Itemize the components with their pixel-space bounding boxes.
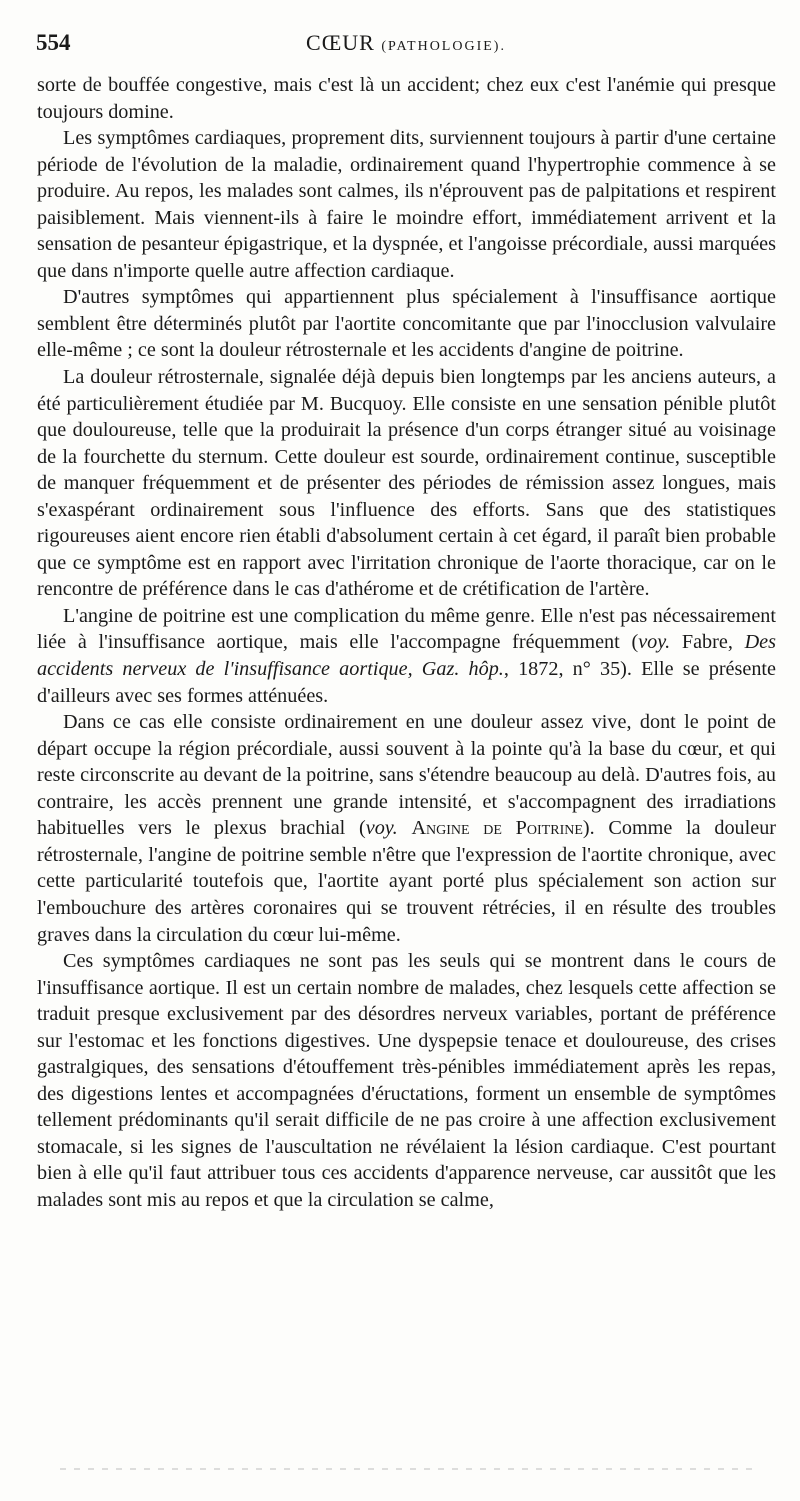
paragraph-text: La douleur rétrosternale, signalée déjà depuis bien longtemps par les anciens auteurs, a été particulièrement étudiée par M. Bucquoy. Elle consiste en une sensation pénible plutôt que douloureuse, telle que la produirait la présence d'un corps étranger situé au voisinage de la fourchette du sternum. Cette douleur est sourde, ordinairement continue, susceptible de manquer fréquemment et de présenter des périodes de rémission assez longues, mais s'exaspérant ordinairement sous l'influence des efforts. Sans que des statistiques rigoureuses aient encore rien établi d'absolument certain à cet égard, il paraît bien probable que ce symptôme est en rapport avec l'irritation chronique de l'aorte thoracique, car on le rencontre de préférence dans le cas d'athérome et de crétification de l'artère. [37, 366, 776, 601]
paragraph-text: Ces symptômes cardiaques ne sont pas les seuls qui se montrent dans le cours de l'insuffisance aortique. Il est un certain nombre de malades, chez lesquels cette affection se traduit presque exclusivement par des désordres nerveux variables, portant de préférence sur l'estomac et les fonctions digestives. Une dyspepsie tenace et douloureuse, des crises gastralgiques, des sensations d'étouffement très-pénibles immédiatement après les repas, des digestions lentes et accompagnées d'éructations, forment un ensemble de symptômes tellement prédominants qu'il serait difficile de ne pas croire à une affection exclusivement stomacale, si les signes de l'auscultation ne révélaient la lésion cardiaque. C'est pourtant bien à elle qu'il faut attribuer tous ces accidents d'apparence nerveuse, car aussitôt que les malades sont mis au repos et que la circulation se calme, [37, 950, 776, 1211]
paragraph [37, 72, 776, 125]
page-number: 554 [36, 30, 71, 55]
italic-text: voy. [638, 631, 671, 654]
paragraph-text: Dans ce cas elle consiste ordinairement en une douleur assez vive, dont le point de départ occupe la région précordiale, aussi souvent à la pointe qu'à la base du cœur, et qui reste circonscrite au devant de la poitrine, sans s'étendre beaucoup au delà. D'autres fois, au contraire, les accès prennent une grande intensité, et s'accompagnent des irradiations habituelles vers le plexus brachial ( [37, 711, 776, 840]
paragraph [37, 284, 776, 364]
paragraph [37, 709, 776, 948]
paragraph [37, 364, 776, 603]
paragraph [37, 125, 776, 284]
paragraph [37, 948, 776, 1213]
paragraph [37, 603, 776, 709]
paragraph-text: , 1872, n° 35). Elle se présente d'ailleurs avec ses formes atténuées. [37, 658, 776, 707]
page-header [36, 30, 776, 64]
paragraph-text: Les symptômes cardiaques, proprement dits, surviennent toujours à partir d'une certaine période de l'évolution de la maladie, ordinairement quand l'hypertrophie commence à se produire. Au repos, les malades sont calmes, ils n'éprouvent pas de palpitations et respirent paisiblement. Mais viennent-ils à faire le moindre effort, immédiatement arrivent et la sensation de pesanteur épigastrique, et la dyspnée, et l'angoisse précordiale, aussi marquées que dans n'importe quelle autre affection cardiaque. [37, 127, 776, 282]
running-title-main: CŒUR [306, 30, 375, 55]
italic-text: Des accidents nerveux de l'insuffisance aortique, Gaz. hôp. [37, 631, 776, 681]
paragraph-text: D'autres symptômes qui appartiennent plus spécialement à l'insuffisance aortique semblent être déterminés plutôt par l'aortite concomitante que par l'inocclusion valvulaire elle-même ; ce sont la douleur rétrosternale et les accidents d'angine de poitrine. [37, 286, 776, 362]
italic-text: voy. [365, 817, 398, 840]
paragraph-text: sorte de bouffée congestive, mais c'est là un accident; chez eux c'est l'anémie qui presque toujours domine. [37, 74, 776, 123]
paragraph-text: Fabre, [670, 631, 745, 654]
footer-scan-artifact [60, 1468, 760, 1470]
paragraph-text: ). Comme la douleur rétrosternale, l'angine de poitrine semble n'être que l'expression de l'aortite chronique, avec cette particularité toutefois que, l'aortite ayant porté plus spécialement son action sur l'embouchure des artères coronaires qui se trouvent rétrécies, il en résulte des troubles graves dans la circulation du cœur lui-même. [37, 817, 777, 946]
paragraph-text: L'angine de poitrine est une complication du même genre. Elle n'est pas nécessairement liée à l'insuffisance aortique, mais elle l'accompagne fréquemment ( [37, 604, 776, 654]
paragraph-text [398, 817, 412, 839]
running-title [36, 30, 776, 56]
smallcaps-text: Angine de Poitrine [411, 817, 583, 840]
running-title-subtitle: (PATHOLOGIE). [381, 39, 506, 54]
body-text [37, 72, 776, 1214]
